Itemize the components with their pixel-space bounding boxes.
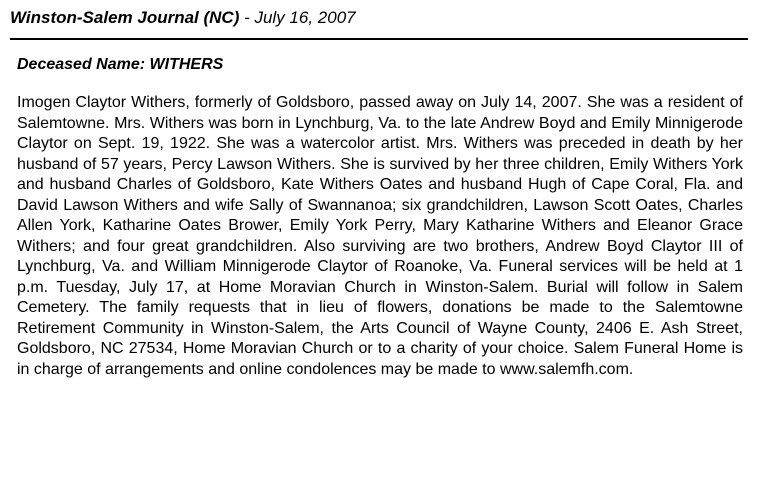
header-separator: - — [239, 8, 255, 27]
publication-name: Winston-Salem Journal (NC) — [10, 8, 240, 27]
publication-date: July 16, 2007 — [254, 8, 356, 27]
header-divider — [10, 38, 748, 40]
obituary-text: Imogen Claytor Withers, formerly of Goldsboro, passed away on July 14, 2007. She was a resident of Salemtowne. Mrs. Withers was born in Lynchburg, Va. to the late Andrew Boyd and Emily Minnigerode Claytor on Sept. 19, 1922. She was a watercolor artist. Mrs. Withers was preceded in death by her husband of 57 years, Percy Lawson Withers. She is survived by her three children, Emily Withers York and husband Charles of Goldsboro, Kate Withers Oates and husband Hugh of Cape Coral, Fla. and David Lawson Withers and wife Sally of Swannanoa; six grandchildren, Lawson Scott Oates, Charles Allen York, Katharine Oates Brower, Emily York Perry, Mary Katharine Withers and Eleanor Grace Withers; and four great grandchildren. Also surviving are two brothers, Andrew Boyd Claytor III of Lynchburg, Va. and William Minnigerode Claytor of Roanoke, Va. Funeral services will be held at 1 p.m. Tuesday, July 17, at Home Moravian Church in Winston-Salem. Burial will follow in Salem Cemetery. The family requests that in lieu of flowers, donations be made to the Salemtowne Retirement Community in Winston-Salem, the Arts Council of Wayne County, 2406 E. Ash Street, Goldsboro, NC 27534, Home Moravian Church or to a charity of your choice. Salem Funeral Home is in charge of arrangements and online condolences may be made to www.salemfh.com. — [17, 94, 743, 378]
publication-header — [10, 7, 356, 29]
deceased-name-heading: Deceased Name: WITHERS — [17, 56, 224, 73]
